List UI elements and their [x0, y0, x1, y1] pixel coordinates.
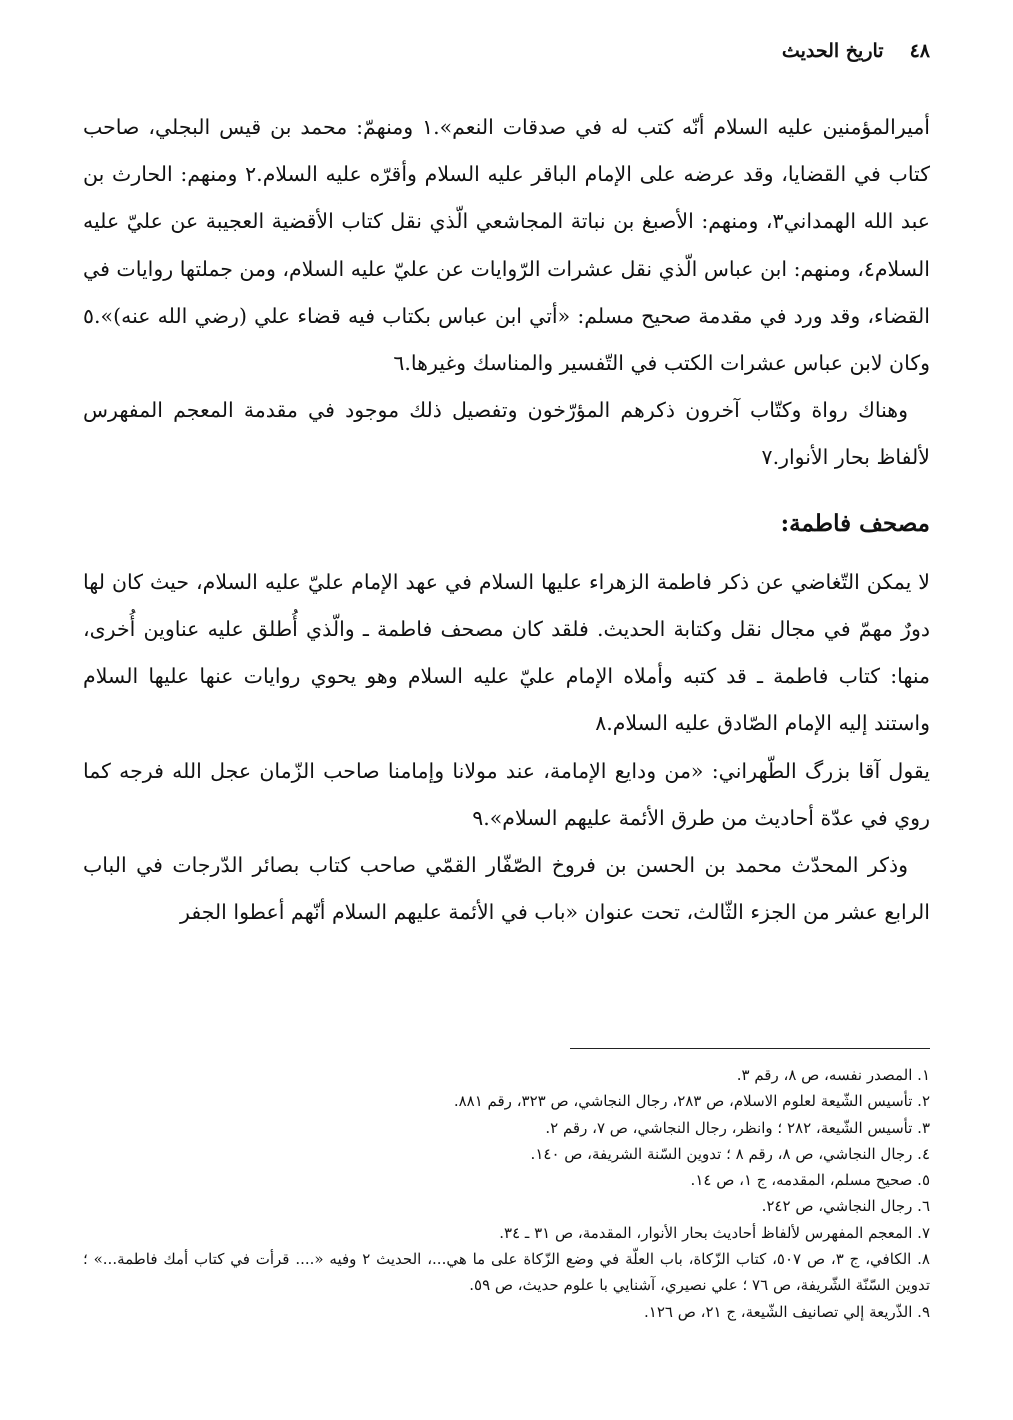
paragraph-2: وهناك رواة وكتّاب آخرون ذكرهم المؤرّخون وتفصيل ذلك موجود في مقدمة المعجم المفهرس لألفاظ بحار الأنوار.٧ [83, 398, 930, 470]
footnote: ٥. صحيح مسلم، المقدمه، ج ١، ص ١٤. [690, 1171, 930, 1190]
footnote: ٧. المعجم المفهرس لألفاظ أحاديث بحار الأنوار، المقدمة، ص ٣١ ـ ٣٤. [499, 1223, 930, 1242]
footnote: ٣. تأسيس الشّيعة، ٢٨٢ ؛ وانظر، رجال النجاشي، ص ٧، رقم ٢. [545, 1118, 930, 1137]
running-title: تاريخ الحديث [781, 40, 884, 62]
page-number: ٤٨ [909, 40, 930, 62]
footnotes [83, 1062, 930, 1325]
page-header [83, 40, 930, 80]
footnote: ٢. تأسيس الشّيعة لعلوم الاسلام، ص ٢٨٣، رجال النجاشي، ص ٣٢٣، رقم ٨٨١. [453, 1092, 930, 1111]
section-paragraph-3: وذكر المحدّث محمد بن الحسن بن فروخ الصّفّار القمّي صاحب كتاب بصائر الدّرجات في الباب الرابع عشر من الجزء الثّالث، تحت عنوان «باب في الأئمة عليهم السلام أنّهم أعطوا الجفر [83, 853, 930, 925]
footnote: ١. المصدر نفسه، ص ٨، رقم ٣. [736, 1066, 930, 1084]
footnote: ٤. رجال النجاشي، ص ٨، رقم ٨ ؛ تدوين السّنة الشريفة، ص ١٤٠. [530, 1144, 930, 1163]
body-text [83, 104, 930, 936]
footnote-divider [570, 1048, 930, 1049]
footnote: ٩. الذّريعة إلي تصانيف الشّيعة، ج ٢١، ص ١٢٦. [643, 1302, 930, 1321]
footnote: ٦. رجال النجاشي، ص ٢٤٢. [761, 1197, 930, 1216]
section-paragraph-1: لا يمكن التّغاضي عن ذكر فاطمة الزهراء عليها السلام في عهد الإمام عليّ عليه السلام، حيث كان لها دورٌ مهمّ في مجال نقل وكتابة الحديث. فلقد كان مصحف فاطمة ـ والّذي أُطلق عليه عناوين أُخرى، منها: كتاب فاطمة ـ قد كتبه وأملاه الإمام عليّ عليه السلام وهو يحوي روايات عنها عليها السلام واستند إليه الإمام الصّادق عليه السلام.٨ [83, 569, 930, 736]
footnote: ٨. الكافي، ج ٣، ص ٥٠٧، كتاب الزّكاة، باب العلّة في وضع الزّكاة على ما هي...، الحديث ٢ وفيه «.... قرأت في كتاب أمك فاطمة...» ؛ تدوين السّنّة الشّريفة، ص ٧٦ ؛ علي نصيري، آشنايي با علوم حديث، ص ٥٩. [83, 1250, 930, 1295]
paragraph-1: أميرالمؤمنين عليه السلام أنّه كتب له في صدقات النعم».١ ومنهمّ: محمد بن قيس البجلي، صاحب كتاب في القضايا، وقد عرضه على الإمام الباقر عليه السلام وأقرّه عليه السلام.٢ ومنهم: الحارث بن عبد الله الهمداني٣، ومنهم: الأصبغ بن نباتة المجاشعي الّذي نقل كتاب الأقضية العجيبة عن عليّ عليه السلام٤، ومنهم: ابن عباس الّذي نقل عشرات الرّوايات عن عليّ عليه السلام، ومن جملتها روايات في القضاء، وقد ورد في مقدمة صحيح مسلم: «أتي ابن عباس بكتاب فيه قضاء علي (رضي الله عنه)».٥ وكان لابن عباس عشرات الكتب في التّفسير والمناسك وغيرها.٦ [83, 115, 931, 376]
section-paragraph-2: يقول آقا بزرگ الطّهراني: «من ودايع الإمامة، عند مولانا وإمامنا صاحب الزّمان عجل الله فرجه كما روي في عدّة أحاديث من طرق الأئمة عليهم السلام».٩ [83, 758, 930, 830]
section-heading: مصحف فاطمة: [780, 509, 930, 537]
